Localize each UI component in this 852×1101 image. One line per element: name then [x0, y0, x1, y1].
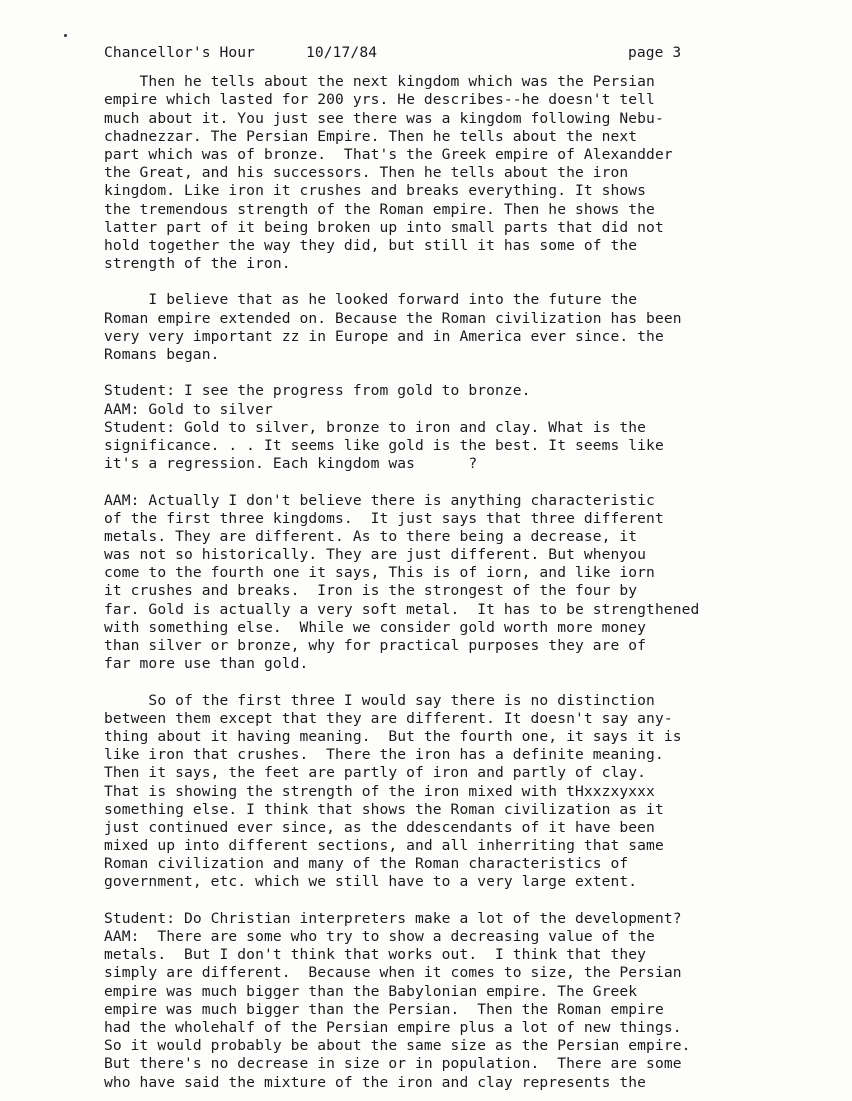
text-line: That is showing the strength of the iron mixed with tHxxzxyxxx [104, 782, 655, 800]
text-line: thing about it having meaning. But the fourth one, it says it is [104, 727, 682, 745]
text-line: Student: Gold to silver, bronze to iron and clay. What is the [104, 418, 647, 436]
paragraph-spacer [104, 273, 844, 291]
ink-speck [64, 34, 67, 37]
text-line: simply are different. Because when it comes to size, the Persian [104, 964, 682, 982]
text-line: empire which lasted for 200 yrs. He describes--he doesn't tell [104, 91, 655, 109]
text-line: Student: I see the progress from gold to bronze. [104, 382, 531, 400]
paragraph-spacer [104, 62, 844, 73]
text-line: between them except that they are different. It doesn't say any- [104, 709, 673, 727]
paragraph-spacer [104, 364, 844, 382]
text-line: come to the fourth one it says, This is of iorn, and like iorn [104, 564, 655, 582]
text-line: Then he tells about the next kingdom which was the Persian [104, 73, 655, 91]
paragraph [104, 492, 844, 674]
text-line: than silver or bronze, why for practical purposes they are of [104, 637, 647, 654]
text-line: Romans began. [104, 346, 220, 363]
text-line: metals. But I don't think that works out. I think that they [104, 946, 647, 964]
paragraph [104, 382, 844, 473]
text-line: hold together the way they did, but still it has some of the [104, 236, 638, 254]
text-line: who have said the mixture of the iron and clay represents the [104, 1073, 647, 1091]
paragraph [104, 692, 844, 892]
text-line: kingdom. Like iron it crushes and breaks everything. It shows [104, 182, 647, 200]
text-line: mixed up into different sections, and all inherriting that same [104, 837, 664, 855]
paragraph-spacer [104, 673, 844, 691]
text-line: Roman empire extended on. Because the Roman civilization has been [104, 309, 682, 327]
body-text [104, 62, 844, 1092]
text-line: it's a regression. Each kingdom was ? [104, 455, 478, 473]
text-line: government, etc. which we still have to a very large extent. [104, 873, 638, 891]
text-line: much about it. You just see there was a kingdom following Nebu- [104, 109, 664, 127]
text-line: just continued ever since, as the ddescendants of it have been [104, 818, 655, 836]
text-line: significance. . . It seems like gold is the best. It seems like [104, 436, 664, 454]
paragraph [104, 910, 844, 1092]
text-line: something else. I think that shows the Roman civilization as it [104, 800, 664, 818]
text-line: with something else. While we consider gold worth more money [104, 618, 647, 636]
text-line: Then it says, the feet are partly of iron and partly of clay. [104, 764, 647, 782]
text-line: chadnezzar. The Persian Empire. Then he tells about the next [104, 127, 638, 145]
typed-transcript [104, 44, 844, 1092]
text-line: But there's no decrease in size or in population. There are some [104, 1055, 682, 1073]
text-line: AAM: There are some who try to show a decreasing value of the [104, 928, 655, 945]
text-line: the tremendous strength of the Roman empire. Then he shows the [104, 200, 655, 218]
text-line: the Great, and his successors. Then he tells about the iron [104, 164, 629, 182]
text-line: empire was much bigger than the Persian. Then the Roman empire [104, 1000, 664, 1018]
text-line: part which was of bronze. That's the Greek empire of Alexandder [104, 145, 673, 163]
text-line: had the wholehalf of the Persian empire plus a lot of new things. [104, 1018, 682, 1036]
header-title: Chancellor's Hour [104, 44, 256, 61]
text-line: Student: Do Christian interpreters make a lot of the development? [104, 909, 682, 927]
text-line: like iron that crushes. There the iron has a definite meaning. [104, 746, 664, 764]
text-line: metals. They are different. As to there being a decrease, it [104, 527, 638, 545]
text-line: latter part of it being broken up into small parts that did not [104, 218, 664, 236]
text-line: So of the first three I would say there is no distinction [104, 691, 655, 709]
paragraph-spacer [104, 473, 844, 491]
text-line: Roman civilization and many of the Roman characteristics of [104, 855, 629, 873]
text-line: far. Gold is actually a very soft metal. It has to be strengthened [104, 600, 700, 618]
text-line: I believe that as he looked forward into the future the [104, 291, 638, 309]
text-line: was not so historically. They are just different. But whenyou [104, 546, 647, 564]
header-date: 10/17/84 [306, 44, 378, 61]
text-line: AAM: Actually I don't believe there is anything characteristic [104, 491, 655, 509]
header-page-number: page 3 [628, 44, 682, 61]
text-line: strength of the iron. [104, 255, 291, 273]
text-line: it crushes and breaks. Iron is the strongest of the four by [104, 582, 638, 600]
paragraph-spacer [104, 892, 844, 910]
text-line: far more use than gold. [104, 655, 309, 673]
text-line: AAM: Gold to silver [104, 400, 273, 418]
paragraph [104, 291, 844, 364]
text-line: of the first three kingdoms. It just says that three different [104, 509, 664, 527]
text-line: So it would probably be about the same size as the Persian empire. [104, 1037, 691, 1055]
text-line: very very important zz in Europe and in America ever since. the [104, 327, 664, 345]
page-header [104, 44, 844, 62]
paragraph [104, 73, 844, 273]
text-line: empire was much bigger than the Babylonian empire. The Greek [104, 982, 638, 1000]
